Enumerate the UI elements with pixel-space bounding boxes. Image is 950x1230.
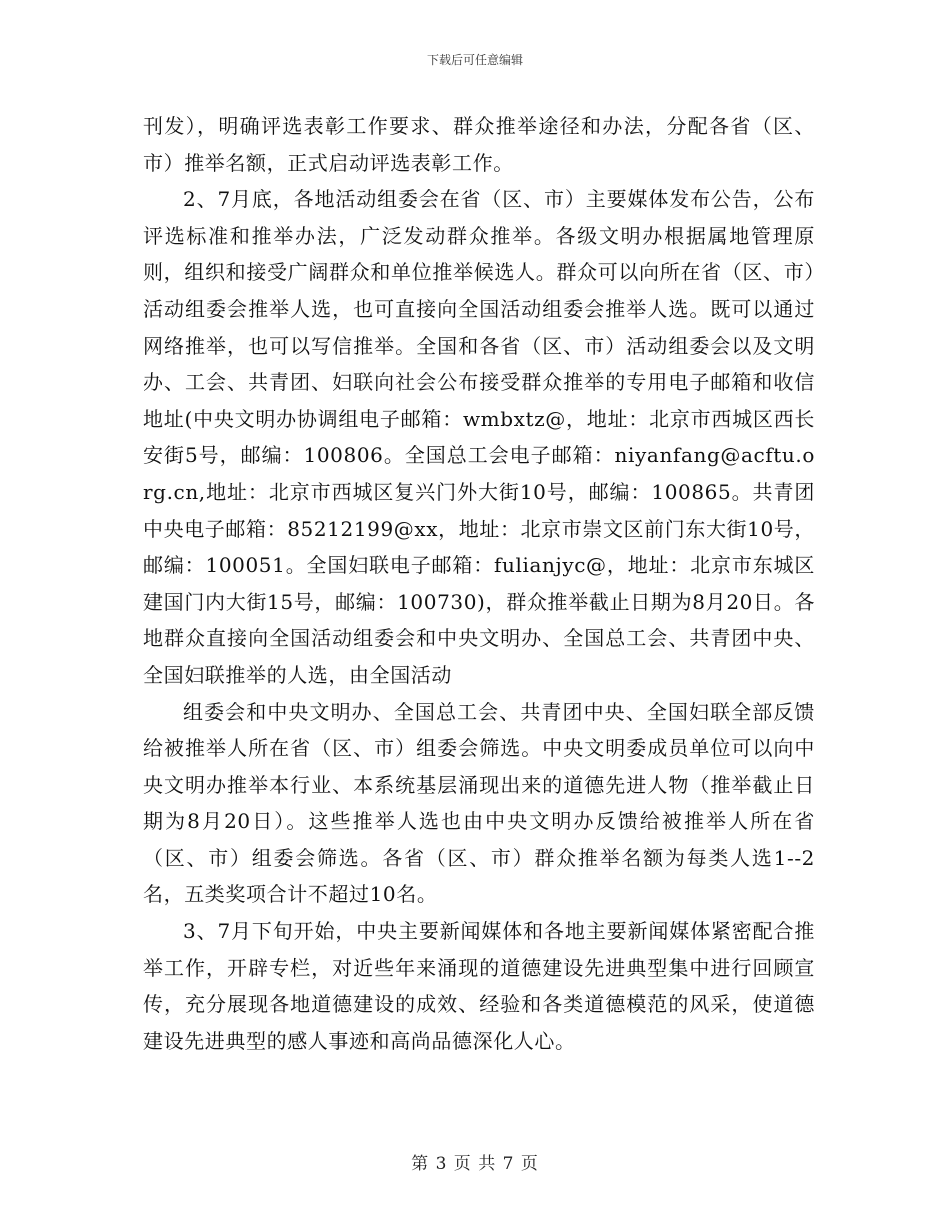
paragraph-continuation: 刊发），明确评选表彰工作要求、群众推举途径和办法，分配各省（区、市）推举名额，正式启动评选表彰工作。 — [143, 114, 815, 175]
paragraph-item-2: 2、7月底，各地活动组委会在省（区、市）主要媒体发布公告，公布评选标准和推举办法，广泛发动群众推举。各级文明办根据属地管理原则，组织和接受广阔群众和单位推举候选人。群众可以向所在省（区、市）活动组委会推举人选，也可直接向全国活动组委会推举人选。既可以通过网络推举，也可以写信推举。全国和各省（区、市）活动组委会以及文明办、工会、共青团、妇联向社会公布接受群众推举的专用电子邮箱和收信地址(中央文明办协调组电子邮箱：wmbxtz@，地址：北京市西城区西长安街5号，邮编：100806。全国总工会电子邮箱：niyanfang@acftu.org.cn,地址：北京市西城区复兴门外大街10号，邮编：100865。共青团中央电子邮箱：85212199@xx，地址：北京市崇文区前门东大街10号，邮编：100051。全国妇联电子邮箱：fulianjyc@，地址：北京市东城区建国门内大街15号，邮编：100730)，群众推举截止日期为8月20日。各地群众直接向全国活动组委会和中央文明办、全国总工会、共青团中央、全国妇联推举的人选，由全国活动 — [143, 187, 816, 687]
page-number: 第 3 页 共 7 页 — [411, 1154, 539, 1174]
paragraph-item-3: 3、7月下旬开始，中央主要新闻媒体和各地主要新闻媒体紧密配合推举工作，开辟专栏，对近些年来涌现的道德建设先进典型集中进行回顾宣传，充分展现各地道德建设的成效、经验和各类道德模范的风采，使道德建设先进典型的感人事迹和高尚品德深化人心。 — [143, 919, 815, 1053]
paragraph-item-2-continued: 组委会和中央文明办、全国总工会、共青团中央、全国妇联全部反馈给被推举人所在省（区、市）组委会筛选。中央文明委成员单位可以向中央文明办推举本行业、本系统基层涌现出来的道德先进人物（推举截止日期为8月20日）。这些推举人选也由中央文明办反馈给被推举人所在省（区、市）组委会筛选。各省（区、市）群众推举名额为每类人选1--2名，五类奖项合计不超过10名。 — [143, 699, 815, 907]
page-header: 下载后可任意编辑 — [426, 53, 523, 67]
document-body — [143, 108, 815, 1059]
